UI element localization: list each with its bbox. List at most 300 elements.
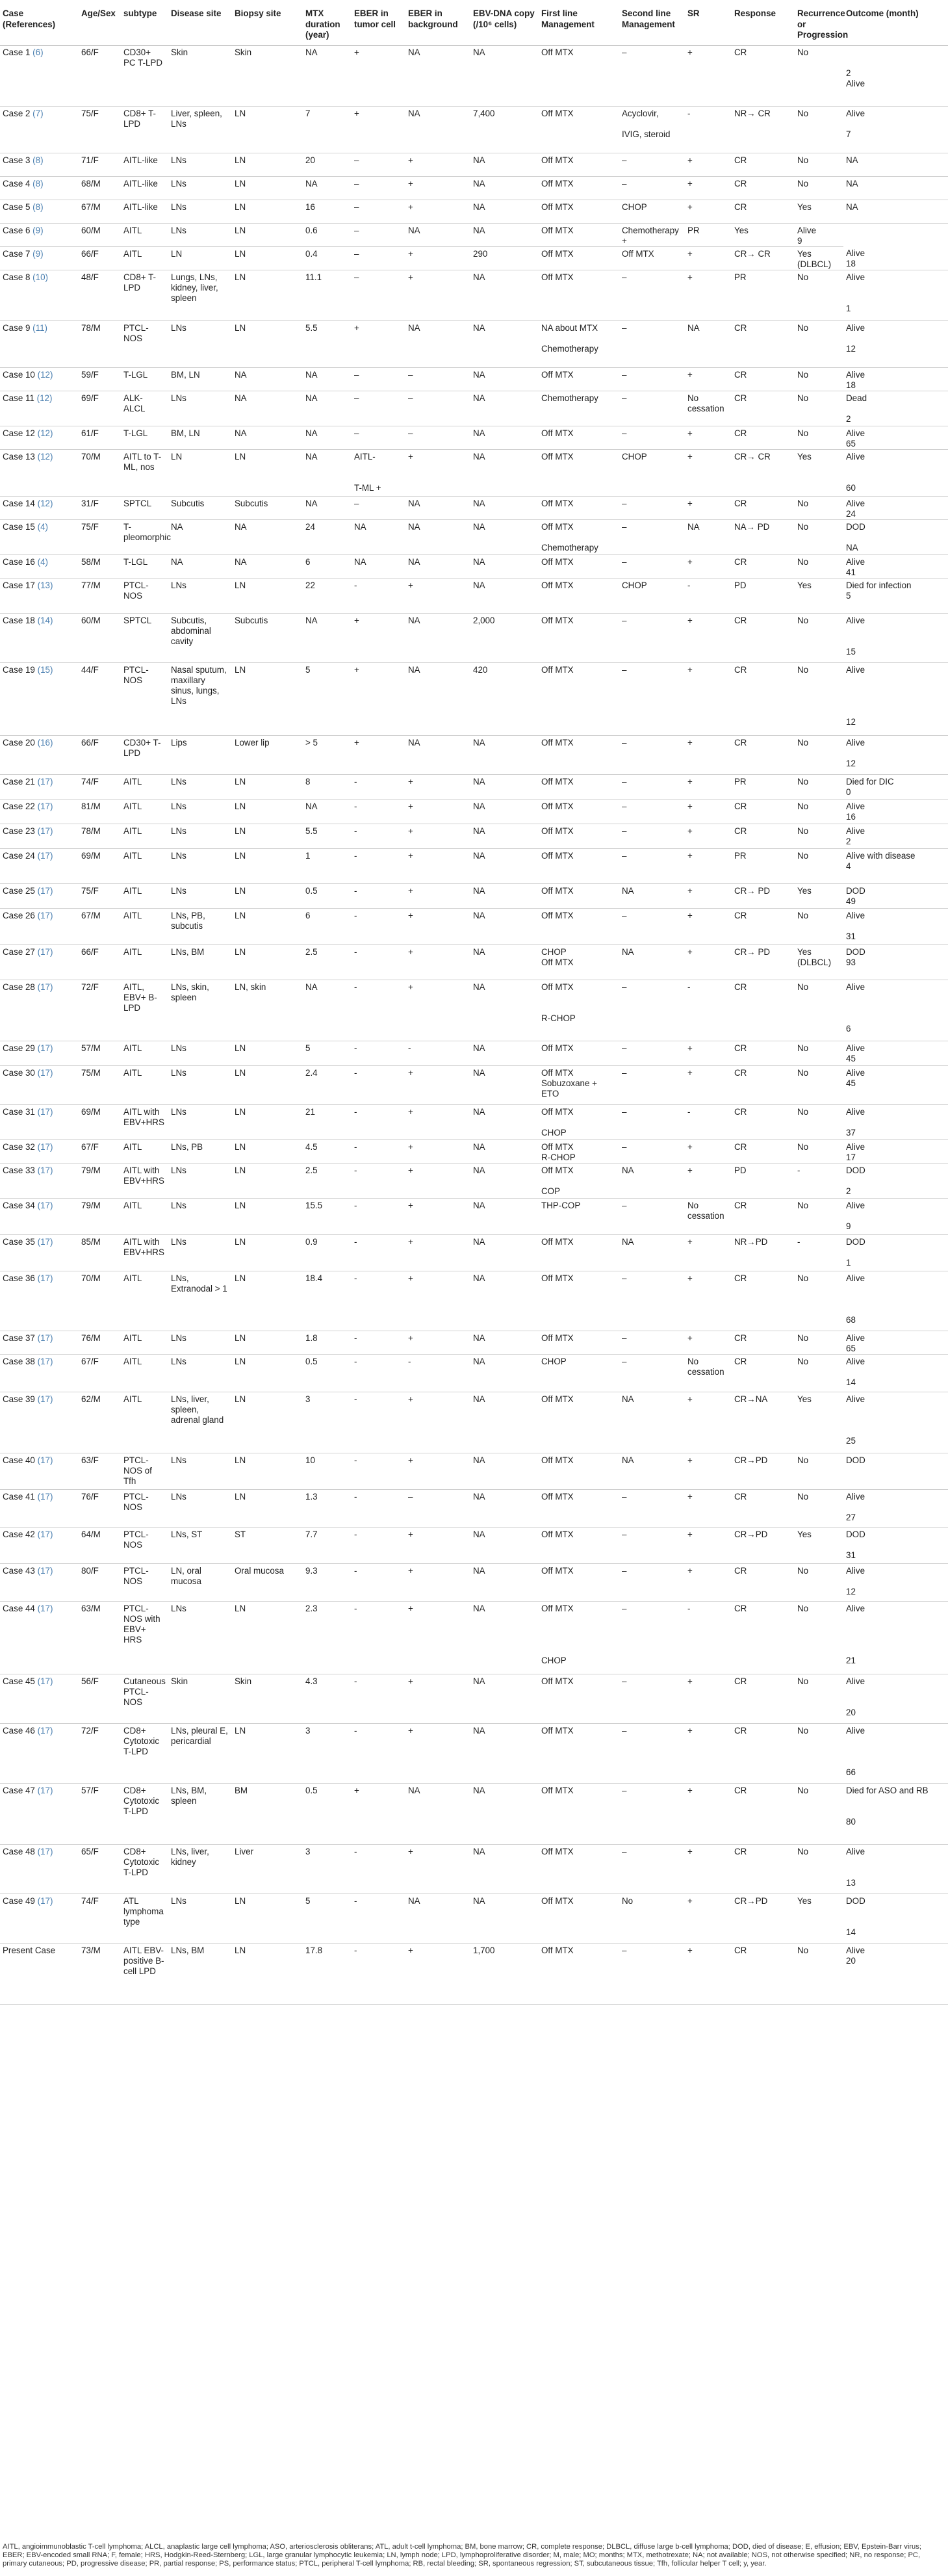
cell-subtype: T-LGL [121, 426, 168, 449]
cell-sr: NA [685, 519, 732, 554]
cell-mtx-duration: NA [303, 799, 352, 824]
cell-response: NA→ PD [732, 519, 795, 554]
cell-case: Case 46 (17) [0, 1723, 79, 1783]
cell-second-line: Chemotherapy + [619, 223, 685, 246]
case-table [0, 5, 948, 2005]
cell-response: PR [732, 848, 795, 883]
cell-response: CR [732, 1139, 795, 1163]
cell-eber-tumor: – [352, 200, 405, 223]
cell-age-sex: 60/M [79, 613, 121, 662]
cell-subtype: PTCL-NOS with EBV+ HRS [121, 1601, 168, 1674]
cell-response: CR→PD [732, 1453, 795, 1489]
cell-outcome: DOD 31 [843, 1527, 948, 1563]
cell-sr: + [685, 1893, 732, 1943]
cell-mtx-duration: 0.5 [303, 1354, 352, 1392]
cell-response: CR [732, 824, 795, 848]
reference-link[interactable]: (17) [37, 1333, 53, 1343]
cell-eber-tumor: - [352, 799, 405, 824]
cell-ebv-dna: NA [470, 848, 539, 883]
cell-sr: + [685, 270, 732, 320]
cell-age-sex: 57/F [79, 1783, 121, 1844]
cell-age-sex: 69/F [79, 391, 121, 426]
cell-second-line: NA [619, 1163, 685, 1198]
cell-second-line: – [619, 1354, 685, 1392]
cell-eber-tumor: - [352, 1723, 405, 1783]
cell-mtx-duration: 2.4 [303, 1065, 352, 1104]
cell-disease-site: LNs [168, 1163, 232, 1198]
cell-age-sex: 70/M [79, 1271, 121, 1331]
cell-mtx-duration: 0.5 [303, 1783, 352, 1844]
cell-eber-background: + [405, 1163, 470, 1198]
cell-response: NR→PD [732, 1234, 795, 1271]
cell-subtype: AITL [121, 1065, 168, 1104]
cell-biopsy-site: LN [232, 1104, 303, 1139]
cell-biopsy-site: NA [232, 391, 303, 426]
reference-link[interactable]: (17) [37, 1394, 53, 1404]
cell-mtx-duration: NA [303, 176, 352, 200]
cell-eber-tumor: – [352, 176, 405, 200]
cell-disease-site: LNs [168, 1234, 232, 1271]
cell-ebv-dna: NA [470, 1041, 539, 1065]
cell-age-sex: 69/M [79, 848, 121, 883]
cell-age-sex: 61/F [79, 426, 121, 449]
reference-link[interactable]: (17) [37, 1725, 53, 1736]
reference-link[interactable]: (17) [37, 1165, 53, 1175]
reference-link[interactable]: (17) [37, 1200, 53, 1210]
cell-ebv-dna: NA [470, 45, 539, 106]
reference-link[interactable]: (17) [37, 776, 53, 787]
cell-recurrence: - [795, 1234, 843, 1271]
cell-subtype: AITL EBV-positive B-cell LPD [121, 1943, 168, 2004]
cell-eber-tumor: - [352, 1453, 405, 1489]
cell-first-line: Off MTX R-CHOP [539, 1139, 619, 1163]
reference-link[interactable]: (17) [37, 1565, 53, 1576]
cell-ebv-dna: NA [470, 1844, 539, 1893]
cell-eber-tumor: NA [352, 519, 405, 554]
cell-eber-background: + [405, 1139, 470, 1163]
cell-response: CR [732, 200, 795, 223]
cell-sr: + [685, 1139, 732, 1163]
reference-link[interactable]: (9) [32, 225, 44, 235]
cell-disease-site: LN [168, 246, 232, 270]
cell-case: Case 2 (7) [0, 106, 79, 153]
cell-sr: + [685, 1392, 732, 1453]
cell-subtype: CD8+ T-LPD [121, 270, 168, 320]
cell-outcome: Died for DIC 0 [843, 774, 948, 799]
cell-ebv-dna: NA [470, 320, 539, 367]
cell-mtx-duration: NA [303, 449, 352, 496]
table-row [0, 153, 948, 176]
cell-second-line: – [619, 1844, 685, 1893]
reference-link[interactable]: (17) [37, 826, 53, 836]
cell-first-line: Off MTX [539, 153, 619, 176]
cell-outcome: Alive 12 [843, 662, 948, 735]
reference-link[interactable]: (17) [37, 1106, 53, 1117]
table-row [0, 554, 948, 578]
cell-response: CR [732, 735, 795, 774]
cell-case: Case 6 (9) [0, 223, 79, 246]
cell-first-line: Off MTX [539, 1527, 619, 1563]
cell-biopsy-site: LN [232, 883, 303, 908]
cell-second-line: Acyclovir, IVIG, steroid [619, 106, 685, 153]
cell-eber-tumor: - [352, 944, 405, 980]
cell-second-line: – [619, 1331, 685, 1354]
cell-response: NR→ CR [732, 106, 795, 153]
cell-eber-tumor: - [352, 1331, 405, 1354]
cell-response: PR [732, 270, 795, 320]
cell-sr: + [685, 883, 732, 908]
reference-link[interactable]: (17) [37, 1846, 53, 1856]
cell-recurrence: No [795, 735, 843, 774]
cell-eber-background: + [405, 1844, 470, 1893]
cell-ebv-dna: NA [470, 824, 539, 848]
cell-eber-tumor: – [352, 391, 405, 426]
cell-case: Case 7 (9) [0, 246, 79, 270]
cell-sr: + [685, 45, 732, 106]
reference-link[interactable]: (17) [37, 910, 53, 920]
reference-link[interactable]: (17) [37, 946, 53, 957]
cell-case: Case 16 (4) [0, 554, 79, 578]
cell-eber-tumor: - [352, 1674, 405, 1723]
cell-age-sex: 66/F [79, 246, 121, 270]
cell-first-line: Off MTX [539, 662, 619, 735]
cell-recurrence: No [795, 367, 843, 391]
cell-response: CR [732, 1271, 795, 1331]
cell-sr: + [685, 1723, 732, 1783]
cell-subtype: AITL-like [121, 200, 168, 223]
cell-outcome: NA [843, 153, 948, 176]
cell-outcome: Alive 25 [843, 1392, 948, 1453]
cell-eber-tumor: + [352, 662, 405, 735]
cell-case: Case 14 (12) [0, 496, 79, 519]
cell-eber-tumor: - [352, 1601, 405, 1674]
cell-response: CR [732, 1041, 795, 1065]
cell-subtype: PTCL-NOS [121, 662, 168, 735]
cell-eber-background: - [405, 1041, 470, 1065]
cell-first-line: Off MTX [539, 1844, 619, 1893]
cell-biopsy-site: Skin [232, 1674, 303, 1723]
cell-first-line: Off MTX [539, 1331, 619, 1354]
cell-eber-background: NA [405, 320, 470, 367]
cell-response: CR [732, 1943, 795, 2004]
cell-recurrence: No [795, 1783, 843, 1844]
cell-biopsy-site: LN [232, 1041, 303, 1065]
cell-biopsy-site: LN [232, 153, 303, 176]
cell-subtype: AITL [121, 883, 168, 908]
reference-link[interactable]: (17) [37, 1236, 53, 1247]
reference-link[interactable]: (11) [32, 322, 47, 333]
reference-link[interactable]: (15) [37, 664, 53, 675]
reference-link[interactable]: (17) [37, 801, 53, 811]
reference-link[interactable]: (4) [37, 556, 48, 567]
cell-recurrence: No [795, 1065, 843, 1104]
cell-first-line: Off MTX Sobuzoxane + ETO [539, 1065, 619, 1104]
cell-subtype: T-LGL [121, 367, 168, 391]
cell-first-line: Off MTX [539, 496, 619, 519]
reference-link[interactable]: (12) [37, 369, 53, 380]
cell-eber-background: + [405, 1271, 470, 1331]
cell-eber-tumor: - [352, 980, 405, 1041]
cell-first-line: Off MTX [539, 1943, 619, 2004]
cell-sr: + [685, 554, 732, 578]
cell-disease-site: LNs, PB [168, 1139, 232, 1163]
cell-subtype: CD8+ T-LPD [121, 106, 168, 153]
cell-response: CR→PD [732, 1893, 795, 1943]
cell-age-sex: 67/M [79, 200, 121, 223]
reference-link[interactable]: (13) [37, 580, 53, 590]
cell-age-sex: 78/M [79, 824, 121, 848]
reference-link[interactable]: (17) [37, 1356, 53, 1366]
table-row [0, 1271, 948, 1331]
reference-link[interactable]: (17) [37, 1785, 53, 1795]
cell-outcome: Alive 65 [843, 1331, 948, 1354]
cell-mtx-duration: 21 [303, 1104, 352, 1139]
reference-link[interactable]: (9) [32, 248, 44, 259]
cell-case: Case 25 (17) [0, 883, 79, 908]
cell-age-sex: 74/F [79, 774, 121, 799]
cell-mtx-duration: 22 [303, 578, 352, 613]
cell-biopsy-site: LN [232, 449, 303, 496]
cell-age-sex: 66/F [79, 735, 121, 774]
table-row [0, 246, 948, 270]
cell-outcome: 2 Alive [843, 45, 948, 106]
cell-disease-site: LNs, BM, spleen [168, 1783, 232, 1844]
cell-eber-background: NA [405, 45, 470, 106]
cell-disease-site: Skin [168, 1674, 232, 1723]
cell-outcome: DOD [843, 1453, 948, 1489]
cell-first-line: Off MTX [539, 1453, 619, 1489]
cell-outcome: Alive 31 [843, 908, 948, 944]
cell-mtx-duration: 9.3 [303, 1563, 352, 1601]
cell-second-line: No [619, 1893, 685, 1943]
reference-link[interactable]: (17) [37, 1043, 53, 1053]
cell-mtx-duration: 5 [303, 662, 352, 735]
cell-sr: No cessation [685, 391, 732, 426]
cell-second-line: NA [619, 1234, 685, 1271]
cell-mtx-duration: NA [303, 496, 352, 519]
cell-sr: + [685, 367, 732, 391]
table-footnote: AITL, angioimmunoblastic T-cell lymphoma; ALCL, anaplastic large cell lymphoma; ASO, arteriosclerosis obliterans; ATL, adult t-cell lymphoma; BM, bone marrow; CR, complete response; DLBCL, diffuse large b-cell lymphoma; DOD, died of disease; E, effusion; EBV, Epstein-Barr virus; EBER; EBV-encoded small RNA; F, female; HRS, Hodgkin-Reed-Sternberg; LGL, large granular lymphocytic leukemia; LN, lymph node; LPD, lymphoproliferative disorder; M, male; MO; months; MTX, methotrexate; NA; not available; NOS, not otherwise specified; NR, no response; PC, primary cutaneous; PD, progressive disease; PR, partial response; PS, performance status; PTCL, peripheral T-cell lymphoma; RB, rectal bleeding; SR, spontaneous regression; ST, subcutaneous tissue; Tfh, follicular helper T cell; y, year. [3, 2543, 921, 2568]
cell-second-line: – [619, 908, 685, 944]
table-row [0, 223, 948, 246]
cell-subtype: AITL [121, 1139, 168, 1163]
cell-age-sex: 70/M [79, 449, 121, 496]
cell-age-sex: 72/F [79, 1723, 121, 1783]
table-row [0, 519, 948, 554]
cell-first-line: Off MTX [539, 1271, 619, 1331]
cell-sr: + [685, 848, 732, 883]
cell-second-line: – [619, 1783, 685, 1844]
reference-link[interactable]: (17) [37, 1273, 53, 1283]
cell-mtx-duration: 2.3 [303, 1601, 352, 1674]
cell-disease-site: LNs, liver, kidney [168, 1844, 232, 1893]
cell-eber-background: – [405, 391, 470, 426]
cell-ebv-dna: NA [470, 1198, 539, 1234]
cell-case: Case 11 (12) [0, 391, 79, 426]
cell-ebv-dna: NA [470, 449, 539, 496]
cell-outcome: DOD NA [843, 519, 948, 554]
cell-subtype: CD8+ Cytotoxic T-LPD [121, 1844, 168, 1893]
cell-biopsy-site: LN [232, 774, 303, 799]
cell-second-line: – [619, 391, 685, 426]
table-row [0, 270, 948, 320]
reference-link[interactable]: (10) [32, 272, 48, 282]
cell-outcome: Alive 6 [843, 980, 948, 1041]
cell-case: Case 26 (17) [0, 908, 79, 944]
reference-link[interactable]: (8) [32, 178, 44, 189]
cell-case: Case 10 (12) [0, 367, 79, 391]
cell-mtx-duration: NA [303, 613, 352, 662]
cell-outcome: Alive 1 [843, 270, 948, 320]
cell-subtype: T-LGL [121, 554, 168, 578]
reference-link[interactable]: (14) [37, 615, 53, 625]
reference-link[interactable]: (17) [37, 982, 53, 992]
cell-first-line: Off MTX R-CHOP [539, 980, 619, 1041]
cell-mtx-duration: > 5 [303, 735, 352, 774]
cell-subtype: CD8+ Cytotoxic T-LPD [121, 1783, 168, 1844]
reference-link[interactable]: (12) [37, 451, 53, 462]
cell-mtx-duration: 10 [303, 1453, 352, 1489]
cell-biopsy-site: Liver [232, 1844, 303, 1893]
header-response: Response [732, 5, 795, 45]
cell-disease-site: LNs [168, 1453, 232, 1489]
cell-recurrence: No [795, 519, 843, 554]
cell-recurrence: Yes [795, 578, 843, 613]
reference-link[interactable]: (16) [37, 737, 53, 748]
cell-ebv-dna: 7,400 [470, 106, 539, 153]
reference-link[interactable]: (8) [32, 155, 44, 165]
reference-link[interactable]: (17) [37, 1067, 53, 1078]
cell-eber-tumor: + [352, 735, 405, 774]
header-subtype: subtype [121, 5, 168, 45]
cell-disease-site: LNs [168, 883, 232, 908]
cell-case: Case 22 (17) [0, 799, 79, 824]
cell-first-line: Off MTX [539, 554, 619, 578]
cell-first-line: Off MTX [539, 883, 619, 908]
cell-response: CR [732, 1844, 795, 1893]
cell-eber-tumor: – [352, 246, 405, 270]
cell-mtx-duration: 20 [303, 153, 352, 176]
cell-case: Case 23 (17) [0, 824, 79, 848]
table-row [0, 200, 948, 223]
cell-recurrence: No [795, 1198, 843, 1234]
cell-age-sex: 67/F [79, 1139, 121, 1163]
reference-link[interactable]: (17) [37, 1676, 53, 1686]
cell-eber-tumor: - [352, 1234, 405, 1271]
header-recurrence: Recurrence or Progression [795, 5, 843, 45]
reference-link[interactable]: (12) [37, 498, 53, 508]
cell-outcome: Alive 20 [843, 1674, 948, 1723]
cell-response: PD [732, 578, 795, 613]
cell-age-sex: 74/F [79, 1893, 121, 1943]
reference-link[interactable]: (8) [32, 202, 44, 212]
cell-ebv-dna: NA [470, 980, 539, 1041]
cell-biopsy-site: LN [232, 848, 303, 883]
cell-subtype: PTCL-NOS [121, 1563, 168, 1601]
reference-link[interactable]: (17) [37, 1455, 53, 1465]
header-second-line: Second line Management [619, 5, 685, 45]
cell-eber-tumor: AITL- T-ML + [352, 449, 405, 496]
cell-mtx-duration: NA [303, 426, 352, 449]
cell-outcome: Alive 9 [843, 1198, 948, 1234]
cell-first-line: Off MTX [539, 246, 619, 270]
reference-link[interactable]: (12) [36, 393, 53, 403]
cell-disease-site: Skin [168, 45, 232, 106]
cell-outcome: Alive 15 [843, 613, 948, 662]
reference-link[interactable]: (7) [32, 108, 44, 118]
reference-link[interactable]: (4) [37, 521, 48, 532]
cell-ebv-dna: NA [470, 1104, 539, 1139]
cell-biopsy-site: LN [232, 1163, 303, 1198]
header-mtx-duration: MTX duration (year) [303, 5, 352, 45]
cell-eber-background: – [405, 1489, 470, 1527]
reference-link[interactable]: (17) [37, 885, 53, 896]
cell-recurrence: No [795, 106, 843, 153]
cell-mtx-duration: 4.5 [303, 1139, 352, 1163]
cell-eber-tumor: - [352, 1271, 405, 1331]
cell-case: Case 32 (17) [0, 1139, 79, 1163]
cell-response: CR→NA [732, 1392, 795, 1453]
header-disease-site: Disease site [168, 5, 232, 45]
cell-ebv-dna: NA [470, 519, 539, 554]
cell-subtype: SPTCL [121, 496, 168, 519]
cell-recurrence: Yes [795, 200, 843, 223]
cell-age-sex: 72/F [79, 980, 121, 1041]
cell-outcome: Alive 14 [843, 1354, 948, 1392]
cell-eber-background: + [405, 848, 470, 883]
cell-ebv-dna: NA [470, 1723, 539, 1783]
cell-case: Case 12 (12) [0, 426, 79, 449]
cell-eber-background: + [405, 270, 470, 320]
reference-link[interactable]: (17) [37, 1603, 53, 1613]
cell-case: Case 5 (8) [0, 200, 79, 223]
cell-ebv-dna: NA [470, 1392, 539, 1453]
cell-response: CR [732, 426, 795, 449]
reference-link[interactable]: (17) [37, 1491, 53, 1502]
cell-subtype: AITL, EBV+ B-LPD [121, 980, 168, 1041]
cell-response: CR [732, 1601, 795, 1674]
reference-link[interactable]: (17) [37, 1141, 53, 1152]
reference-link[interactable]: (17) [37, 1895, 53, 1906]
cell-biopsy-site: LN [232, 1453, 303, 1489]
cell-case: Case 13 (12) [0, 449, 79, 496]
cell-recurrence: Yes [795, 1893, 843, 1943]
reference-link[interactable]: (6) [32, 47, 44, 57]
cell-second-line: – [619, 824, 685, 848]
cell-mtx-duration: 2.5 [303, 1163, 352, 1198]
reference-link[interactable]: (12) [37, 428, 53, 438]
table-row [0, 1723, 948, 1783]
cell-biopsy-site: Subcutis [232, 496, 303, 519]
cell-outcome: Alive 45 [843, 1065, 948, 1104]
cell-recurrence: No [795, 1041, 843, 1065]
cell-eber-tumor: – [352, 270, 405, 320]
cell-response: CR [732, 176, 795, 200]
reference-link[interactable]: (17) [37, 1529, 53, 1539]
cell-recurrence: No [795, 496, 843, 519]
cell-first-line: Off MTX [539, 106, 619, 153]
cell-mtx-duration: 3 [303, 1844, 352, 1893]
cell-ebv-dna: NA [470, 1354, 539, 1392]
cell-sr: + [685, 1489, 732, 1527]
cell-second-line: – [619, 367, 685, 391]
cell-case: Case 18 (14) [0, 613, 79, 662]
cell-eber-background: + [405, 578, 470, 613]
cell-response: CR [732, 1198, 795, 1234]
cell-outcome: Died for infection 5 [843, 578, 948, 613]
reference-link[interactable]: (17) [37, 850, 53, 861]
cell-case: Case 41 (17) [0, 1489, 79, 1527]
